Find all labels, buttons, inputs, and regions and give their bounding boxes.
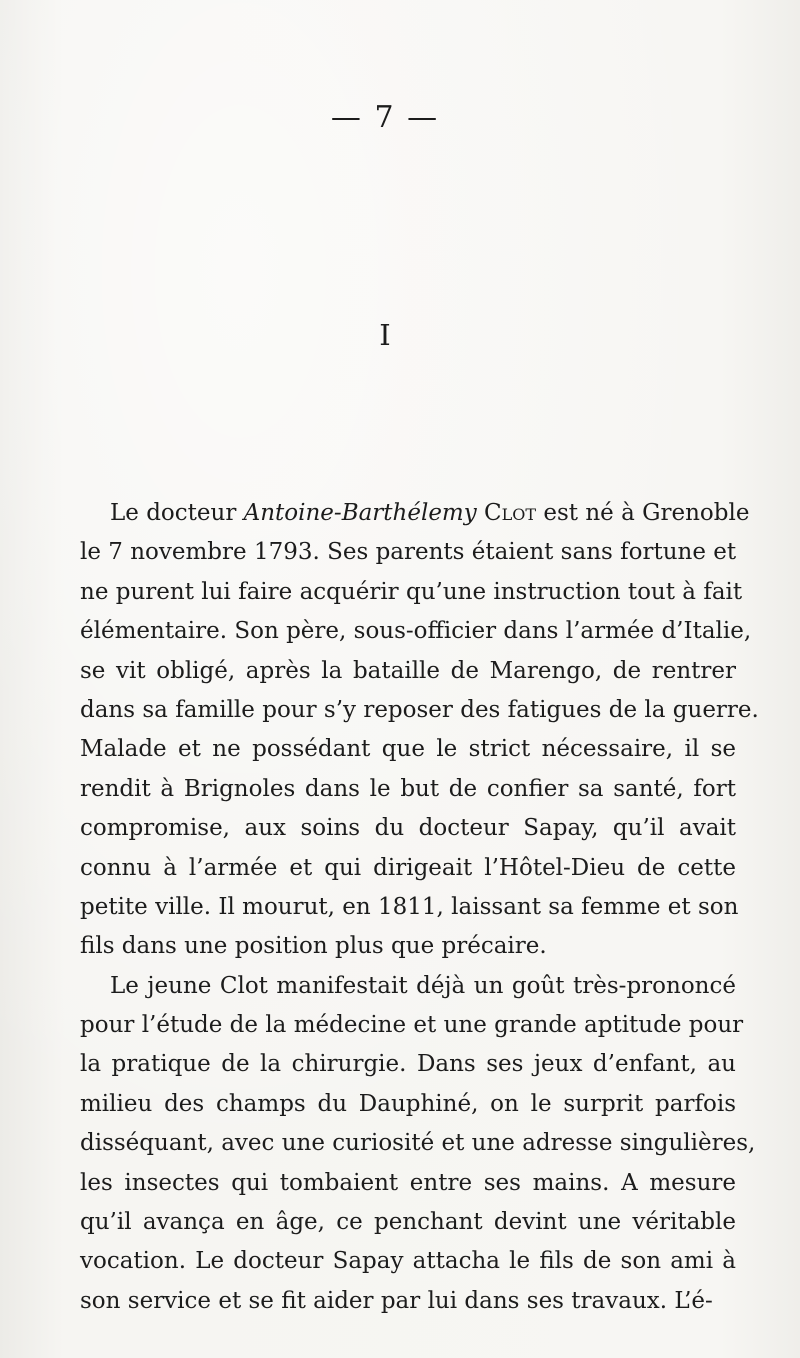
paragraph-2: [80, 967, 756, 1322]
text-line: rendit à Brignoles dans le but de confier sa santé, fort: [80, 775, 736, 802]
page-number: — 7 —: [330, 100, 440, 135]
text-line: compromise, aux soins du docteur Sapay, qu’il avait: [80, 815, 736, 842]
text-line: élémentaire. Son père, sous-officier dans l’armée d’Italie,: [80, 618, 752, 645]
text-line: Le jeune Clot manifestait déjà un goût très-prononcé: [110, 972, 736, 999]
paragraph-1: [80, 494, 759, 967]
text-line: [80, 494, 750, 533]
text-line: petite ville. Il mourut, en 1811, laissant sa femme et son: [80, 893, 739, 920]
text-run: Le docteur: [110, 500, 244, 526]
text-line: Malade et ne possédant que le strict nécessaire, il se: [80, 736, 736, 763]
text-line: la pratique de la chirurgie. Dans ses jeux d’enfant, au: [80, 1051, 736, 1078]
text-line: vocation. Le docteur Sapay attacha le fils de son ami à: [80, 1248, 736, 1275]
text-line: pour l’étude de la médecine et une grande aptitude pour: [80, 1012, 744, 1039]
text-line: milieu des champs du Dauphiné, on le surprit parfois: [80, 1090, 736, 1117]
text-line: qu’il avança en âge, ce penchant devint une véritable: [80, 1209, 736, 1236]
body-text: [80, 494, 759, 1321]
text-line: ne purent lui faire acquérir qu’une instruction tout à fait: [80, 578, 743, 605]
person-name: Antoine-Barthélemy: [243, 500, 477, 526]
text-line: fils dans une position plus que précaire.: [80, 933, 547, 960]
text-line: les insectes qui tombaient entre ses mains. A mesure: [80, 1169, 736, 1196]
text-line: le 7 novembre 1793. Ses parents étaient sans fortune et: [80, 539, 737, 566]
text-line: se vit obligé, après la bataille de Marengo, de rentrer: [80, 657, 736, 684]
text-line: disséquant, avec une curiosité et une adresse singulières,: [80, 1130, 756, 1157]
text-line: connu à l’armée et qui dirigeait l’Hôtel-Dieu de cette: [80, 854, 736, 881]
text-run: est né à Grenoble: [536, 500, 750, 526]
surname: Clot: [476, 500, 537, 526]
chapter-heading: I: [379, 318, 391, 352]
text-line: dans sa famille pour s’y reposer des fatigues de la guerre.: [80, 696, 759, 723]
text-line: son service et se fit aider par lui dans ses travaux. L’é-: [80, 1287, 713, 1314]
